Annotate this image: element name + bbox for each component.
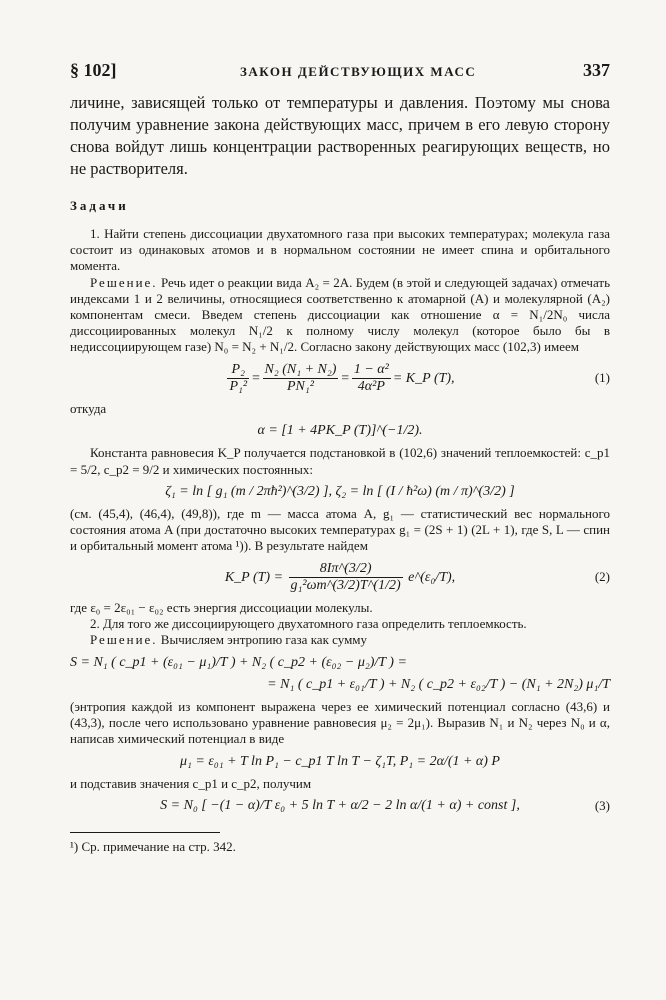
footnote: ¹) Ср. примечание на стр. 342.: [70, 839, 236, 855]
equation-zeta: ζ₁ = ln [ g₁ (m / 2πħ²)^(3/2) ], ζ₂ = ln [ (I / ħ²ω) (m / π)^(3/2) ]: [165, 483, 515, 499]
problem-1-solution-c: (см. (45,4), (46,4), (49,8)), где m — масса атома A, g₁ — статистический вес нормального состояния атома A (при достаточно высоких температурах g₁ = (2S + 1) (2L + 1), где S, L — спин и орбитальный момент атома ¹)). В результате найдем: [70, 506, 610, 554]
footnote-rule: [70, 832, 220, 833]
page-number: 337: [583, 60, 610, 80]
running-title: ЗАКОН ДЕЙСТВУЮЩИХ МАСС: [240, 64, 477, 79]
solution-label: Решение.: [90, 274, 158, 290]
whence-text: откуда: [70, 401, 107, 417]
problem-1-statement: 1. Найти степень диссоциации двухатомного газа при высоких температурах; молекула газа состоит из одинаковых атомов и в нормальном состоянии не имеет спина и орбитального момента.: [70, 226, 610, 274]
section-ref: § 102]: [70, 60, 117, 80]
problem-1-solution-b: Константа равновесия K_P получается подстановкой в (102,6) значений теплоемкостей: c_p1 = 5/2, c_p2 = 9/2 и химических постоянных:: [70, 445, 610, 477]
equation-mu: μ₁ = ε₀₁ + T ln P₁ − c_p1 T ln T − ζ₁T, P₁ = 2α/(1 + α) P: [179, 753, 500, 769]
problem-2-statement: 2. Для того же диссоциирующего двухатомного газа определить теплоемкость.: [90, 616, 527, 632]
problem-2: [70, 616, 610, 814]
problem-2-solution-a: Решение. Вычисляем энтропию газа как сумму: [90, 632, 368, 648]
equation-2-number: (2): [594, 569, 610, 585]
page: [70, 60, 610, 855]
running-header: [70, 60, 610, 88]
problems-title: Задачи: [70, 198, 129, 213]
equation-1: $\frac{\text{P₂}}{\text{P₁²}}$ = $\frac{\text{N₂ (N₁ + N₂)}}{\text{PN₁²}}$ = $\frac{\text{1 − α²}}{\text{4α²P}}$ = K_P (T), (1): [229, 361, 610, 394]
problem-2-solution-c: и подставив значения c_p1 и c_p2, получим: [70, 775, 312, 791]
equation-3-number: (3): [594, 798, 610, 814]
equation-S-line2: = N₁ ( c_p1 + ε₀₁/T ) + N₂ ( c_p2 + ε₀₂/T ) − (N₁ + 2N₂) μ₁/T: [267, 676, 610, 692]
problem-2-solution-b: (энтропия каждой из компонент выражена через ее химический потенциал согласно (43,6) и (43,3), после чего использовано уравнение равновесия μ₂ = 2μ₁). Выразив N₁ и N₂ через N₀ и α, написав химический потенциал в виде: [70, 699, 610, 747]
problem-1-solution-a: Решение. Речь идет о реакции вида A₂ = 2A. Будем (в этой и следующей задачах) отмечать индексами 1 и 2 величины, относящиеся соответственно к атомарной (A) и молекулярной (A₂) компонентам смеси. Введем степень диссоциации как отношение α = N₁/2N₀ числа диссоциированных молекул N₁/2 к полному числу молекул (которое было бы в недиссоциирующем газе) N₀ = N₂ + N₁/2. Согласно закону действующих масс (102,3) имеем: [70, 274, 611, 355]
problem-1-solution-d: где ε₀ = 2ε₀₁ − ε₀₂ есть энергия диссоциации молекулы.: [70, 600, 373, 616]
equation-alpha: α = [1 + 4PK_P (T)]^(−1/2).: [257, 423, 423, 439]
equation-2: K_P (T) = $\frac{8I\pi\^{}(3/2)}{\text{g₁²ωm\textasciicircum{}(3/2)T\textasciicircum{}(1/2)}}$ e^(ε₀/T), (2): [224, 560, 610, 593]
equation-3: S = N₀ [ −(1 − α)/T ε₀ + 5 ln T + α/2 − 2 ln α/(1 + α) + const ], (3): [160, 798, 610, 814]
equation-S-line1: S = N₁ ( c_p1 + (ε₀₁ − μ₁)/T ) + N₂ ( c_p2 + (ε₀₂ − μ₂)/T ) =: [70, 654, 407, 670]
intro-paragraph: личине, зависящей только от температуры и давления. Поэтому мы снова получим уравнение закона действующих масс, причем в его левую сторону снова войдут лишь концентрации растворенных реагирующих веществ, но не растворителя.: [70, 93, 610, 178]
equation-1-number: (1): [594, 370, 610, 386]
problem-1: [70, 226, 610, 616]
